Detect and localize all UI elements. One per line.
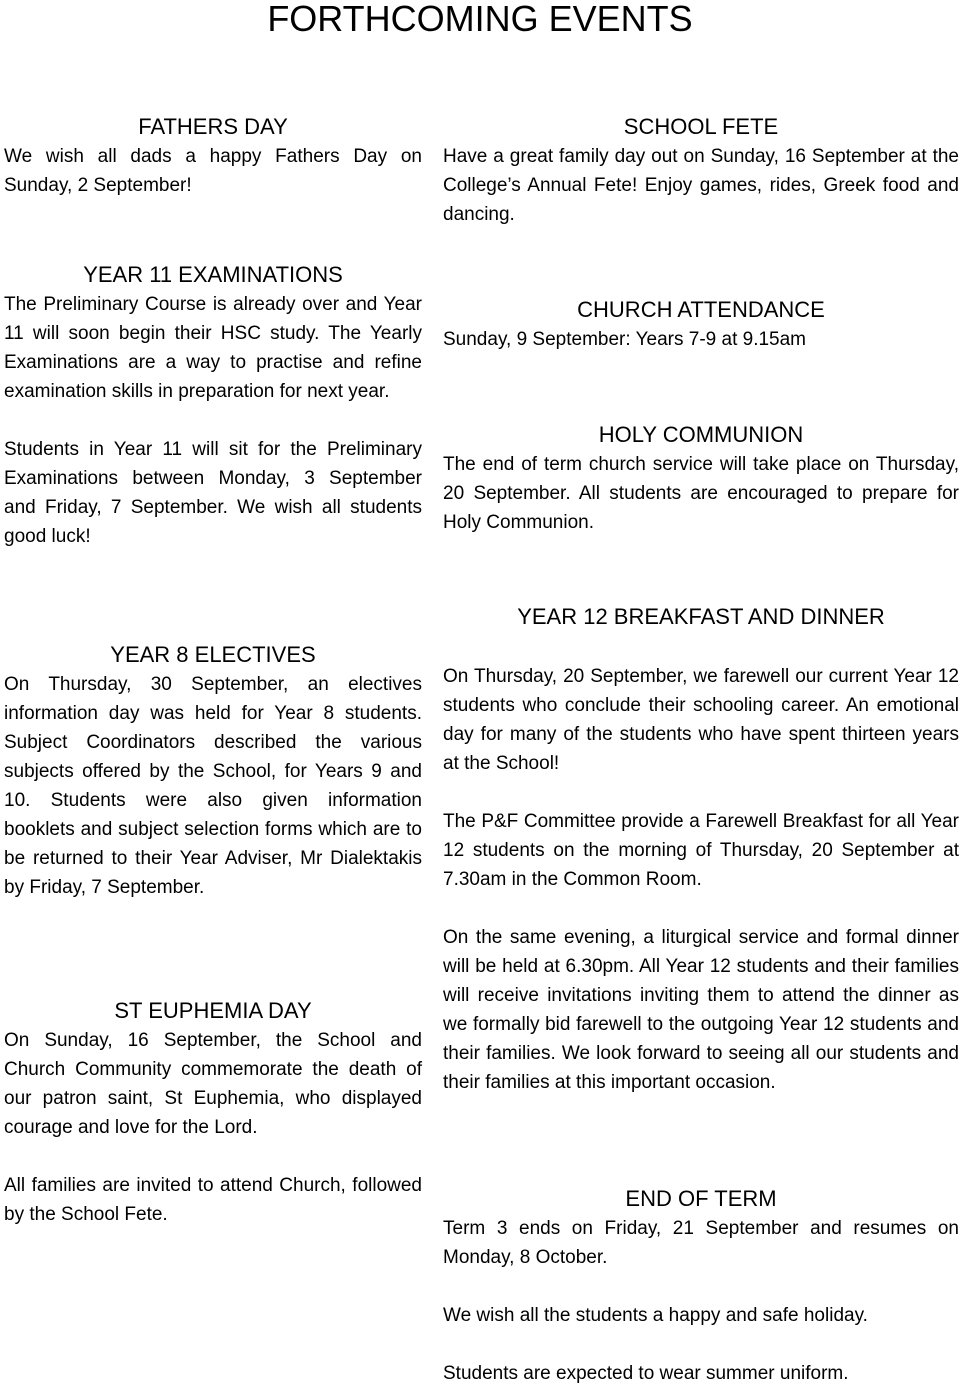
section-paragraph: The end of term church service will take place on Thursday, 20 September. All students are encouraged to prepare for Holy Communion. — [443, 454, 959, 533]
section-year-12-breakfast-dinner — [443, 602, 959, 1097]
section-church-attendance — [443, 295, 959, 354]
section-paragraph: On Thursday, 30 September, an electives information day was held for Year 8 students. Subject Coordinators described the various subjects offered by the School, for Years 9 and 10. Students were also given information booklets and subject selection forms which are to be returned to their Year Adviser, Mr Dialektakis by Friday, 7 September. — [4, 674, 422, 898]
page-title: FORTHCOMING EVENTS — [267, 0, 693, 39]
section-paragraph: Sunday, 9 September: Years 7-9 at 9.15am — [443, 329, 806, 350]
section-paragraph: All families are invited to attend Church, followed by the School Fete. — [4, 1175, 422, 1225]
section-paragraph: Students are expected to wear summer uniform. — [443, 1363, 849, 1384]
section-heading: CHURCH ATTENDANCE — [577, 297, 825, 322]
section-school-fete — [443, 112, 959, 229]
section-heading: FATHERS DAY — [138, 114, 288, 139]
section-heading: END OF TERM — [625, 1186, 777, 1211]
section-heading: YEAR 12 BREAKFAST AND DINNER — [517, 604, 885, 629]
section-paragraph: On Thursday, 20 September, we farewell our current Year 12 students who conclude their schooling career. An emotional day for many of the students who have spent thirteen years at the School! — [443, 666, 959, 774]
section-end-of-term — [443, 1184, 959, 1388]
section-paragraph: On the same evening, a liturgical service and formal dinner will be held at 6.30pm. All Year 12 students and their families will receive invitations inviting them to attend the dinner as we formally bid farewell to the outgoing Year 12 students and their families. We look forward to seeing all our students and their families at this important occasion. — [443, 927, 959, 1093]
section-year-8-electives — [4, 640, 422, 902]
section-paragraph: Term 3 ends on Friday, 21 September and resumes on Monday, 8 October. — [443, 1218, 959, 1268]
section-holy-communion — [443, 420, 959, 537]
section-paragraph: We wish all the students a happy and safe holiday. — [443, 1305, 868, 1326]
section-fathers-day — [4, 112, 422, 200]
section-heading: YEAR 8 ELECTIVES — [110, 642, 316, 667]
section-paragraph: Have a great family day out on Sunday, 16 September at the College’s Annual Fete! Enjoy games, rides, Greek food and dancing. — [443, 146, 959, 225]
section-paragraph: We wish all dads a happy Fathers Day on Sunday, 2 September! — [4, 146, 422, 196]
section-heading: YEAR 11 EXAMINATIONS — [83, 262, 343, 287]
section-year-11-examinations — [4, 260, 422, 551]
section-paragraph: The Preliminary Course is already over and Year 11 will soon begin their HSC study. The Yearly Examinations are a way to practise and refine examination skills in preparation for next year. — [4, 294, 422, 402]
section-heading: ST EUPHEMIA DAY — [114, 998, 312, 1023]
section-heading: HOLY COMMUNION — [598, 422, 804, 447]
section-heading: SCHOOL FETE — [623, 114, 779, 139]
section-paragraph: The P&F Committee provide a Farewell Breakfast for all Year 12 students on the morning of Thursday, 20 September at 7.30am in the Common Room. — [443, 811, 959, 890]
section-paragraph: On Sunday, 16 September, the School and Church Community commemorate the death of our patron saint, St Euphemia, who displayed courage and love for the Lord. — [4, 1030, 422, 1138]
section-st-euphemia-day — [4, 996, 422, 1229]
section-paragraph: Students in Year 11 will sit for the Preliminary Examinations between Monday, 3 September and Friday, 7 September. We wish all students good luck! — [4, 439, 422, 547]
